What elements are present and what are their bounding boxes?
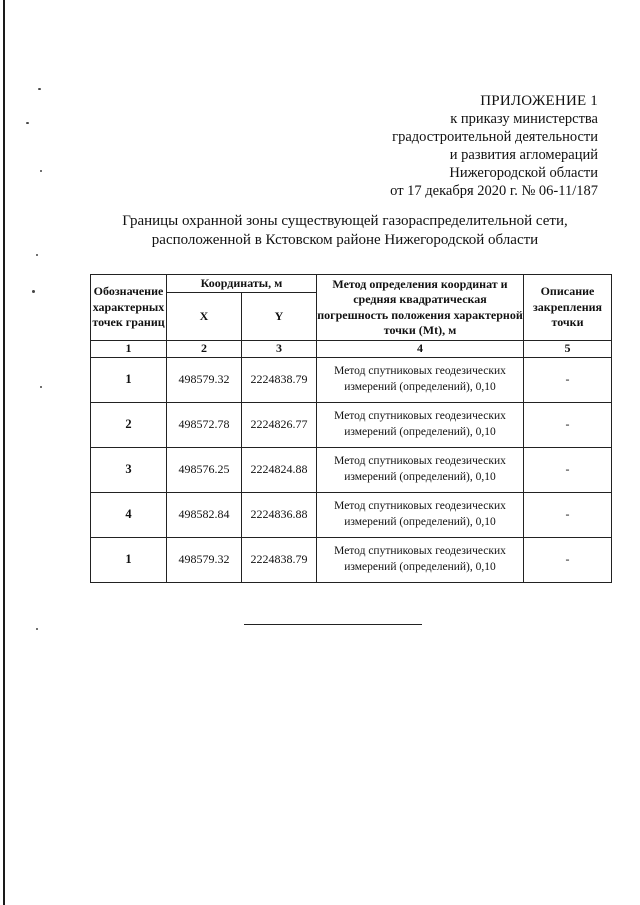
coord-y: 2224836.88 xyxy=(242,492,317,537)
scan-speck xyxy=(26,122,29,124)
scan-speck xyxy=(32,290,35,293)
coord-x: 498576.25 xyxy=(167,447,242,492)
table-row xyxy=(91,492,612,537)
coord-x: 498579.32 xyxy=(167,537,242,582)
method-text: Метод спутниковых геодезических измерений (определений), 0,10 xyxy=(317,402,524,447)
point-number: 1 xyxy=(91,357,167,402)
method-text: Метод спутниковых геодезических измерений (определений), 0,10 xyxy=(317,492,524,537)
scan-speck xyxy=(40,386,42,388)
point-number: 3 xyxy=(91,447,167,492)
header-line: к приказу министерства xyxy=(450,111,598,127)
scan-speck xyxy=(40,170,42,172)
header-description: Описание закрепления точки xyxy=(524,275,612,341)
end-separator-line xyxy=(244,624,422,625)
title-line: Границы охранной зоны существующей газораспределительной сети, xyxy=(122,213,568,229)
point-description: - xyxy=(524,402,612,447)
header-line: градостроительной деятельности xyxy=(392,129,598,145)
method-text: Метод спутниковых геодезических измерений (определений), 0,10 xyxy=(317,447,524,492)
coord-x: 498572.78 xyxy=(167,402,242,447)
column-number: 5 xyxy=(524,341,612,358)
point-number: 2 xyxy=(91,402,167,447)
appendix-header xyxy=(390,92,598,200)
header-point-designation: Обозначение характерных точек границ xyxy=(91,275,167,341)
scan-speck xyxy=(38,88,41,90)
table-header-row xyxy=(91,275,612,293)
coord-x: 498579.32 xyxy=(167,357,242,402)
scan-edge-line xyxy=(3,0,5,905)
document-title xyxy=(90,212,600,250)
coord-y: 2224826.77 xyxy=(242,402,317,447)
title-line: расположенной в Кстовском районе Нижегородской области xyxy=(151,232,539,248)
header-method: Метод определения координат и средняя квадратическая погрешность положения характерной точки (Mt), м xyxy=(317,275,524,341)
column-number-row xyxy=(91,341,612,358)
coord-x: 498582.84 xyxy=(167,492,242,537)
column-number: 4 xyxy=(317,341,524,358)
point-number: 1 xyxy=(91,537,167,582)
table-row xyxy=(91,402,612,447)
scan-speck xyxy=(36,254,38,256)
header-coordinates: Координаты, м xyxy=(167,275,317,293)
header-x: X xyxy=(167,293,242,341)
coord-y: 2224838.79 xyxy=(242,537,317,582)
header-line: Нижегородской области xyxy=(449,165,598,181)
table-row xyxy=(91,447,612,492)
coord-y: 2224838.79 xyxy=(242,357,317,402)
column-number: 2 xyxy=(167,341,242,358)
column-number: 1 xyxy=(91,341,167,358)
header-y: Y xyxy=(242,293,317,341)
appendix-label: ПРИЛОЖЕНИЕ 1 xyxy=(480,93,598,109)
column-number: 3 xyxy=(242,341,317,358)
coord-y: 2224824.88 xyxy=(242,447,317,492)
point-description: - xyxy=(524,537,612,582)
point-number: 4 xyxy=(91,492,167,537)
scan-speck xyxy=(36,628,38,630)
coordinates-table xyxy=(90,274,612,583)
method-text: Метод спутниковых геодезических измерений (определений), 0,10 xyxy=(317,357,524,402)
header-line: от 17 декабря 2020 г. № 06-11/187 xyxy=(390,183,598,199)
point-description: - xyxy=(524,492,612,537)
header-line: и развития агломераций xyxy=(449,147,598,163)
table-row xyxy=(91,537,612,582)
table-row xyxy=(91,357,612,402)
method-text: Метод спутниковых геодезических измерений (определений), 0,10 xyxy=(317,537,524,582)
point-description: - xyxy=(524,447,612,492)
point-description: - xyxy=(524,357,612,402)
